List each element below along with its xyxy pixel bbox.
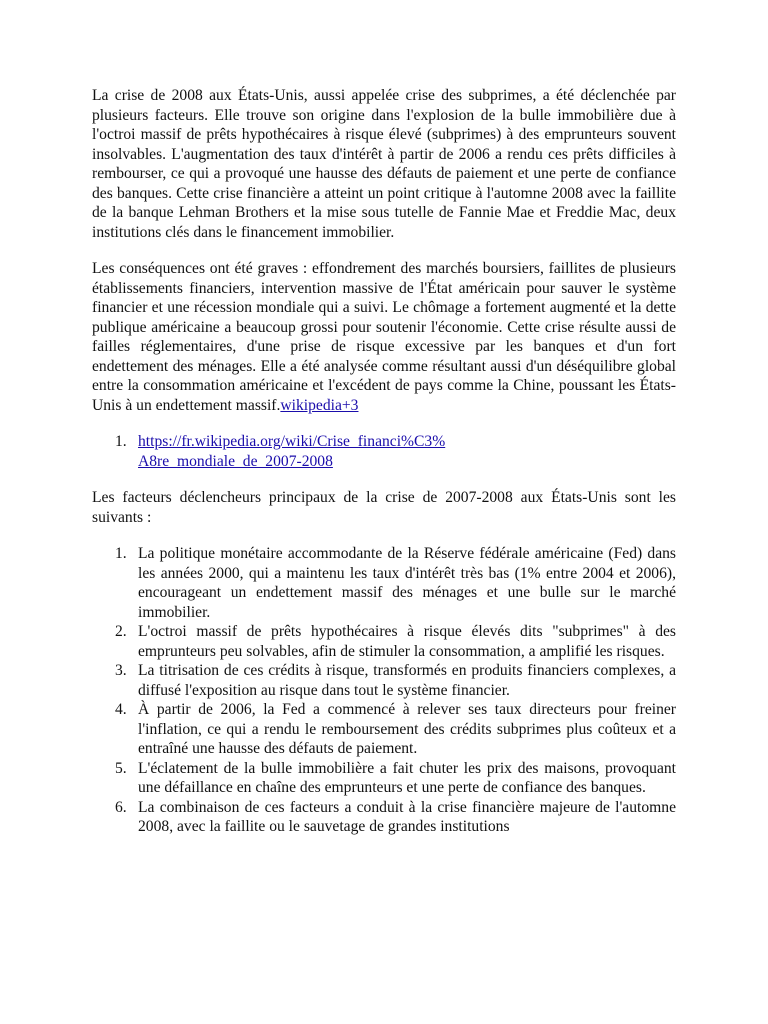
factor-number: 3. (115, 662, 127, 679)
sources-list (92, 432, 676, 471)
factor-item (92, 798, 676, 837)
factor-number: 4. (115, 701, 127, 718)
factors-intro-paragraph (92, 488, 676, 527)
factor-number: 2. (115, 623, 127, 640)
intro-paragraph (92, 86, 676, 242)
factor-text: L'octroi massif de prêts hypothécaires à risque élevés dits "subprimes" à des emprunteurs peu solvables, afin de stimuler la consommation, a amplifié les risques. (138, 623, 676, 660)
factor-text: La combinaison de ces facteurs a conduit à la crise financière majeure de l'automne 2008, avec la faillite ou le sauvetage de grandes institutions (138, 798, 676, 835)
factor-item (92, 661, 676, 700)
factors-intro-text: Les facteurs déclencheurs principaux de la crise de 2007-2008 aux États-Unis sont les suivants : (92, 489, 676, 526)
factor-number: 6. (115, 798, 127, 816)
source-item (92, 432, 676, 471)
factor-text: La titrisation de ces crédits à risque, transformés en produits financiers complexes, a diffusé l'exposition au risque dans tout le système financier. (138, 662, 676, 699)
factor-text: La politique monétaire accommodante de la Réserve fédérale américaine (Fed) dans les années 2000, qui a maintenu les taux d'intérêt très bas (1% entre 2004 et 2006), encourageant un endettement massif des ménages et une bulle sur le marché immobilier. (138, 545, 676, 621)
factor-item (92, 759, 676, 798)
factor-item (92, 700, 676, 759)
consequences-paragraph (92, 259, 676, 415)
document-page (92, 86, 676, 837)
factors-list (92, 544, 676, 837)
source-link[interactable]: https://fr.wikipedia.org/wiki/Crise_financi%C3%A8re_mondiale_de_2007-2008 (138, 433, 446, 470)
factor-number: 1. (115, 545, 127, 562)
factor-number: 5. (115, 759, 127, 777)
intro-paragraph-text: La crise de 2008 aux États-Unis, aussi appelée crise des subprimes, a été déclenchée par plusieurs facteurs. Elle trouve son origine dans l'explosion de la bulle immobilière due à l'octroi massif de prêts hypothécaires à risque élevé (subprimes) à des emprunteurs souvent insolvables. L'augmentation des taux d'intérêt à partir de 2006 a rendu ces prêts difficiles à rembourser, ce qui a provoqué une hausse des défauts de paiement et une perte de confiance des banques. Cette crise financière a atteint un point critique à l'automne 2008 avec la faillite de la banque Lehman Brothers et la mise sous tutelle de Fannie Mae et Freddie Mac, deux institutions clés dans le financement immobilier. (92, 87, 676, 241)
factor-item (92, 622, 676, 661)
wikipedia-citation-link[interactable]: wikipedia+3 (280, 396, 359, 414)
factor-item (92, 544, 676, 622)
consequences-paragraph-text: Les conséquences ont été graves : effondrement des marchés boursiers, faillites de plusieurs établissements financiers, intervention massive de l'État américain pour sauver le système financier et une récession mondiale qui a suivi. Le chômage a fortement augmenté et la dette publique américaine a beaucoup grossi pour soutenir l'économie. Cette crise résulte aussi de failles réglementaires, d'une prise de risque excessive par les banques et d'un fort endettement des ménages. Elle a été analysée comme résultant aussi d'un déséquilibre global entre la consommation américaine et l'excédent de pays comme la Chine, poussant les États-Unis à un endettement massif. (92, 260, 676, 414)
factor-text: L'éclatement de la bulle immobilière a fait chuter les prix des maisons, provoquant une défaillance en chaîne des emprunteurs et une perte de confiance des banques. (138, 759, 676, 796)
factor-text: À partir de 2006, la Fed a commencé à relever ses taux directeurs pour freiner l'inflation, ce qui a rendu le remboursement des crédits subprimes plus coûteux et a entraîné une hausse des défauts de paiement. (138, 701, 676, 757)
source-item-number: 1. (115, 433, 127, 450)
